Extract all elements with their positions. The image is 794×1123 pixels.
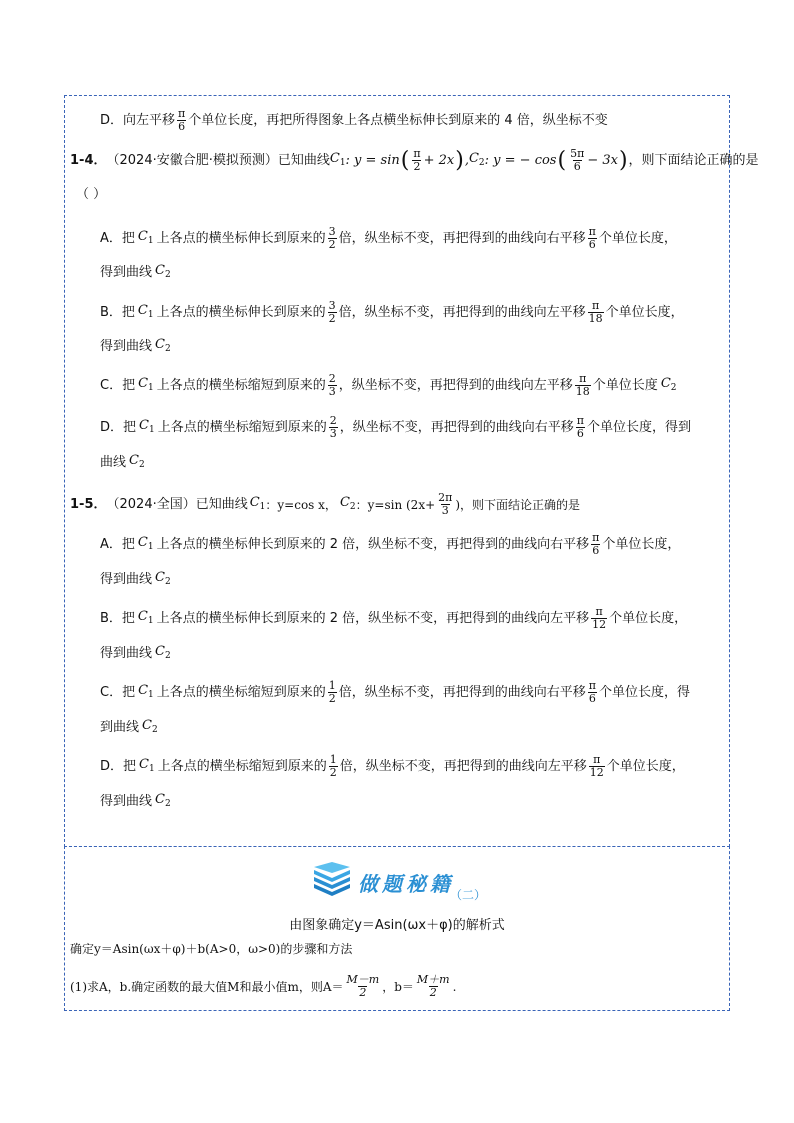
section-title: 由图象确定y＝Asin(ωx＋φ)的解析式 (289, 918, 505, 933)
equation: : y = − cos (484, 152, 557, 168)
fraction: $\frac{5\pi}{6}$ (570, 147, 585, 173)
q14-option-b-cont: 得到曲线 $C_2$ (100, 337, 171, 354)
q14-option-d: D．把 $C_1$ 上各点的横坐标缩短到原来的 $\frac{2}{3}$ ，纵坐标不变，再把得到的曲线向右平移 $\frac{\pi}{6}$ 个单位长度，得到 (100, 414, 691, 440)
equation: : y = sin (345, 152, 400, 168)
question-frame (64, 95, 730, 847)
q15-option-d: D．把 $C_1$ 上各点的横坐标缩短到原来的 $\frac{1}{2}$ 倍，纵坐标不变，再把得到的曲线向左平移 $\frac{\pi}{12}$ 个单位长度， (100, 753, 685, 779)
q15-option-a: A．把 $C_1$ 上各点的横坐标伸长到原来的 2 倍，纵坐标不变，再把得到的曲线向右平移 $\frac{\pi}{6}$ 个单位长度， (100, 531, 681, 557)
q15-option-c-cont: 到曲线 $C_2$ (100, 718, 158, 735)
q15-option-a-cont: 得到曲线 $C_2$ (100, 570, 171, 587)
question-source: （2024·安徽合肥·模拟预测）已知曲线 (106, 152, 330, 168)
prev-option-d (100, 108, 608, 133)
curve-c1: $C_1$ (329, 150, 346, 168)
q15-option-c: C．把 $C_1$ 上各点的横坐标缩短到原来的 $\frac{1}{2}$ 倍，纵坐标不变，再把得到的曲线向右平移 $\frac{\pi}{6}$ 个单位长度，得 (100, 679, 691, 705)
answer-blank: （ ） (76, 187, 107, 202)
equation: − 3x (587, 152, 618, 168)
q14-option-b: B．把 $C_1$ 上各点的横坐标伸长到原来的 $\frac{3}{2}$ 倍，纵坐标不变，再把得到的曲线向左平移 $\frac{\pi}{18}$ 个单位长度， (100, 299, 684, 325)
tips-subtitle: （二） (450, 888, 487, 902)
equation: + 2x (423, 152, 455, 168)
question-source: （2024·全国）已知曲线 (106, 496, 248, 512)
text: 个单位长度，再把所得图象上各点横坐标伸长到原来的 4 倍，纵坐标不变 (188, 112, 608, 128)
curve-c2: $C_2$ (468, 150, 485, 168)
tips-title: 做题秘籍 (358, 872, 454, 896)
fraction: $\frac{\pi}{2}$ (413, 147, 421, 173)
question-number: 1-5． (70, 496, 107, 512)
q14-option-a: A．把 $C_1$ 上各点的横坐标伸长到原来的 $\frac{3}{2}$ 倍，纵坐标不变，再把得到的曲线向右平移 $\frac{\pi}{6}$ 个单位长度， (100, 225, 677, 251)
text: D．向左平移 (100, 112, 176, 128)
tips-step-1: (1)求A，b.确定函数的最大值M和最小值m，则A＝ $\frac{M-m}{2}$ ，b＝ $\frac{M+m}{2}$ . (70, 973, 457, 999)
q15-option-d-cont: 得到曲线 $C_2$ (100, 792, 171, 809)
q14-stem: 1-4． （2024·安徽合肥·模拟预测）已知曲线 $C_1$ : y = sin ( $\frac{\pi}{2}$ + 2x ) , $C_2$ : y = − cos ( $\frac{5\pi}{6}$ − 3x ) ，则下面结论正确的是 (70, 147, 759, 173)
question-number: 1-4． (70, 152, 107, 168)
q15-option-b-cont: 得到曲线 $C_2$ (100, 644, 171, 661)
q15-option-b: B．把 $C_1$ 上各点的横坐标伸长到原来的 2 倍，纵坐标不变，再把得到的曲线向左平移 $\frac{\pi}{12}$ 个单位长度， (100, 605, 688, 631)
books-icon (312, 862, 352, 896)
q14-option-a-cont: 得到曲线 $C_2$ (100, 263, 171, 280)
question-text: ，则下面结论正确的是 (628, 152, 759, 168)
q15-stem: 1-5． （2024·全国）已知曲线 $C_1$ ：y=cos x， $C_2$ ：y=sin (2x+ $\frac{2\pi}{3}$ )，则下面结论正确的是 (70, 491, 581, 517)
fraction: $\frac{\pi}{6}$ (178, 107, 186, 133)
tips-intro: 确定y＝Asin(ωx＋φ)＋b(A>0，ω>0)的步骤和方法 (70, 942, 353, 956)
q14-option-d-cont: 曲线 $C_2$ (100, 453, 145, 470)
q14-option-c: C．把 $C_1$ 上各点的横坐标缩短到原来的 $\frac{2}{3}$ ，纵坐标不变，再把得到的曲线向左平移 $\frac{\pi}{18}$ 个单位长度 $C_2$ (100, 372, 677, 398)
